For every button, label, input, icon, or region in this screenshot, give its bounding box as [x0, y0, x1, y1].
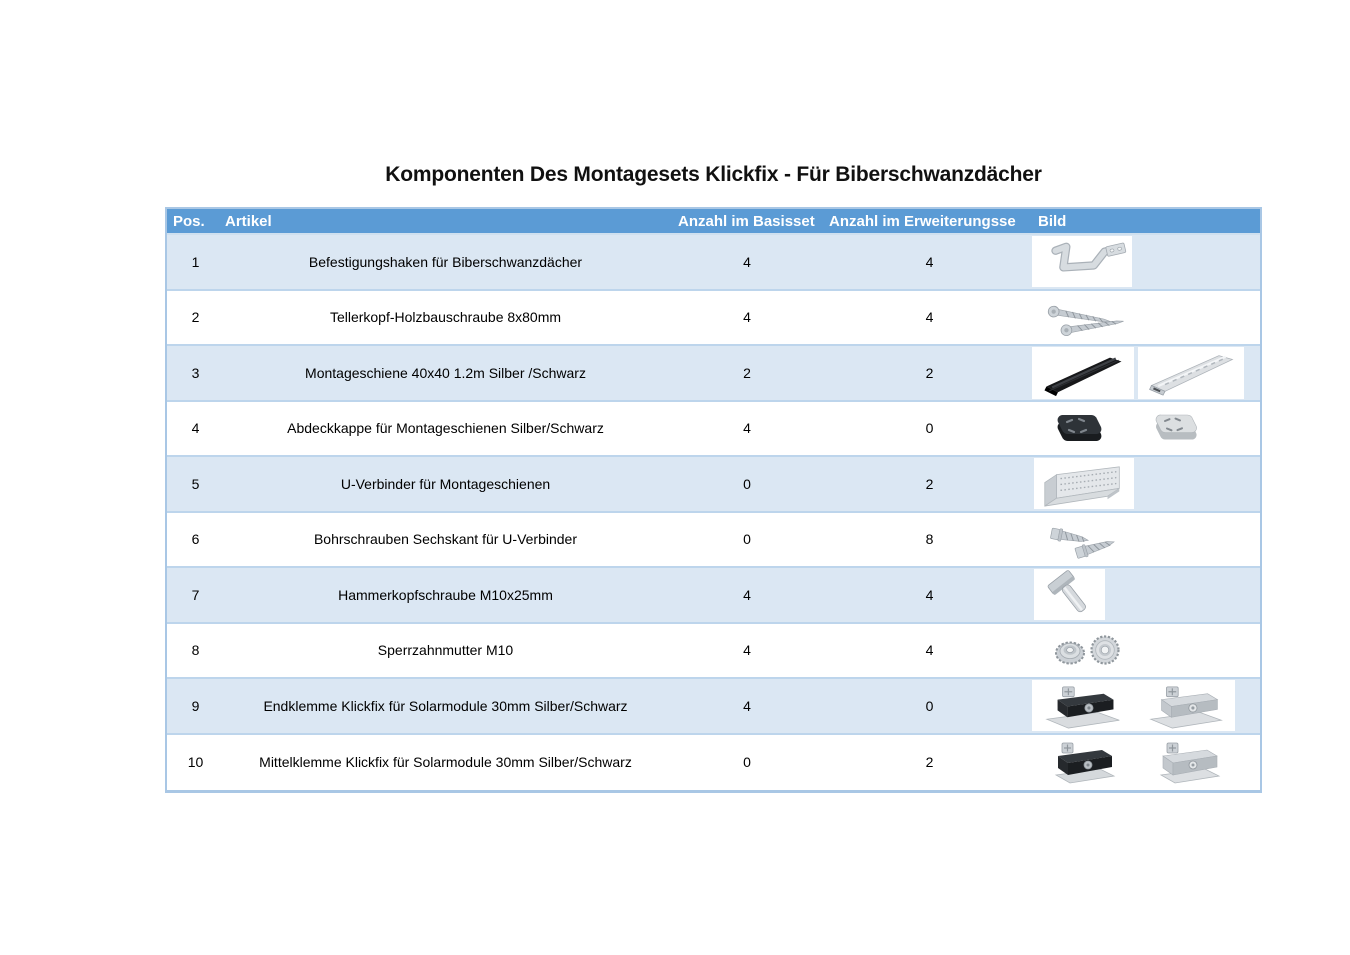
roof-hook-image — [1032, 236, 1132, 287]
bild-cell — [1032, 735, 1260, 791]
bild-cell — [1032, 402, 1260, 456]
basis-count-cell: 4 — [743, 253, 751, 270]
erweiterung-count-cell: 0 — [925, 420, 934, 437]
pos-cell: 7 — [191, 586, 200, 603]
components-table — [165, 207, 1262, 793]
erweiterung-count-cell: 4 — [925, 586, 934, 603]
basis-count-cell: 2 — [743, 364, 751, 381]
bild-cell — [1032, 568, 1260, 622]
erweiterung-count-cell: 4 — [925, 642, 934, 659]
basis-count-cell: 4 — [743, 309, 751, 326]
artikel-cell: U-Verbinder für Montageschienen — [340, 475, 551, 492]
artikel-cell: Befestigungshaken für Biberschwanzdächer — [308, 253, 583, 270]
pos-cell: 3 — [191, 364, 200, 381]
artikel-cell: Tellerkopf-Holzbauschraube 8x80mm — [329, 309, 562, 326]
bild-cell — [1032, 235, 1260, 289]
rail-black-image — [1032, 347, 1134, 399]
basis-count-cell: 4 — [743, 420, 751, 437]
rail-silver-image — [1138, 347, 1244, 399]
cap-silver-image — [1142, 405, 1202, 451]
cap-black-image — [1042, 404, 1108, 452]
table-row — [167, 624, 1260, 680]
header-anzahl-erweiterung: Anzahl im Erweiterungsse — [829, 212, 1016, 230]
table-row — [167, 346, 1260, 402]
table-row — [167, 402, 1260, 458]
table-row — [167, 513, 1260, 569]
artikel-cell: Hammerkopfschraube M10x25mm — [338, 586, 553, 603]
end-clamp-silver-image — [1142, 680, 1235, 731]
bild-cell — [1032, 624, 1260, 678]
table-row — [167, 568, 1260, 624]
pos-cell: 1 — [191, 253, 200, 270]
end-clamp-black-image — [1032, 680, 1142, 731]
header-pos: Pos. — [173, 212, 205, 230]
header-anzahl-basisset: Anzahl im Basisset — [678, 212, 815, 230]
bild-cell — [1032, 291, 1260, 345]
header-bild: Bild — [1038, 212, 1067, 230]
erweiterung-count-cell: 8 — [925, 531, 934, 548]
u-connector-image — [1034, 458, 1134, 509]
erweiterung-count-cell: 4 — [925, 253, 934, 270]
hammer-bolt-image — [1034, 569, 1105, 620]
artikel-cell: Abdeckkappe für Montageschienen Silber/Schwarz — [287, 420, 604, 437]
pos-cell: 4 — [191, 420, 200, 437]
artikel-cell: Montageschiene 40x40 1.2m Silber /Schwarz — [305, 364, 586, 381]
erweiterung-count-cell: 2 — [925, 754, 934, 771]
erweiterung-count-cell: 0 — [925, 697, 934, 714]
flange-nuts-image — [1042, 625, 1134, 675]
table-row — [167, 679, 1260, 735]
pos-cell: 5 — [191, 475, 200, 492]
pos-cell: 2 — [191, 309, 200, 326]
pos-cell: 10 — [187, 754, 204, 771]
bild-cell — [1032, 679, 1260, 733]
artikel-cell: Sperrzahnmutter M10 — [377, 642, 514, 659]
wood-screws-image — [1040, 292, 1136, 343]
erweiterung-count-cell: 4 — [925, 309, 934, 326]
hex-screws-image — [1038, 514, 1134, 564]
erweiterung-count-cell: 2 — [925, 475, 934, 492]
pos-cell: 8 — [191, 642, 200, 659]
basis-count-cell: 0 — [743, 531, 751, 548]
basis-count-cell: 0 — [743, 475, 751, 492]
basis-count-cell: 4 — [743, 697, 751, 714]
bild-cell — [1032, 346, 1260, 400]
bild-cell — [1032, 457, 1260, 511]
table-body — [167, 235, 1260, 790]
page-title: Komponenten Des Montagesets Klickfix - Für Biberschwanzdächer — [385, 163, 1042, 186]
mid-clamp-silver-image — [1149, 737, 1227, 787]
header-artikel: Artikel — [225, 212, 272, 230]
erweiterung-count-cell: 2 — [925, 364, 934, 381]
pos-cell: 9 — [191, 697, 200, 714]
basis-count-cell: 0 — [743, 754, 751, 771]
table-row — [167, 735, 1260, 791]
table-row — [167, 457, 1260, 513]
artikel-cell: Bohrschrauben Sechskant für U-Verbinder — [313, 531, 578, 548]
table-row — [167, 235, 1260, 291]
mid-clamp-black-image — [1044, 737, 1122, 787]
basis-count-cell: 4 — [743, 586, 751, 603]
artikel-cell: Endklemme Klickfix für Solarmodule 30mm Silber/Schwarz — [263, 697, 628, 714]
bild-cell — [1032, 513, 1260, 567]
artikel-cell: Mittelklemme Klickfix für Solarmodule 30mm Silber/Schwarz — [259, 754, 632, 771]
basis-count-cell: 4 — [743, 642, 751, 659]
pos-cell: 6 — [191, 531, 200, 548]
table-header-row — [167, 209, 1260, 235]
table-row — [167, 291, 1260, 347]
